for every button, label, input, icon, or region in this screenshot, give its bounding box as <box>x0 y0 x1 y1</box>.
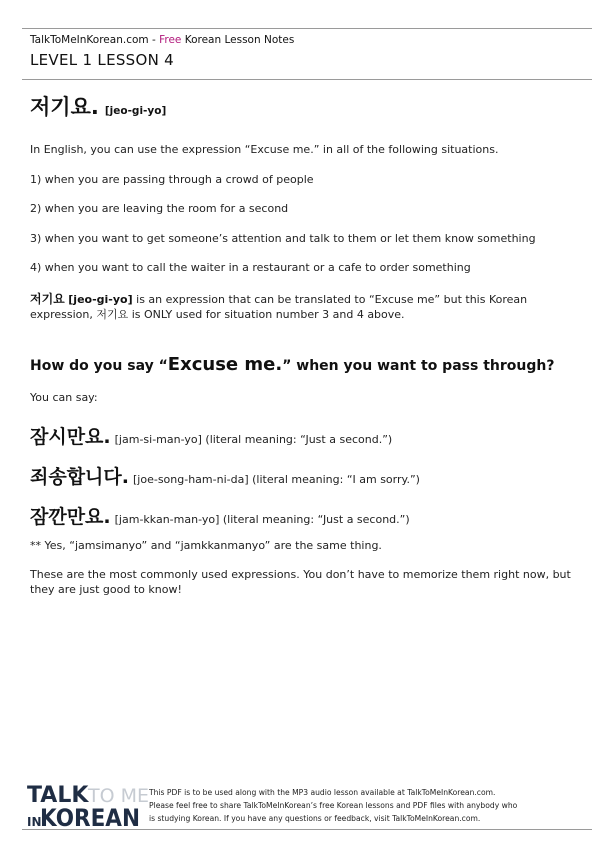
expression-korean: 잠깐만요. <box>30 506 111 528</box>
closing-paragraph: These are the most commonly used expressions. You don’t have to memorize them right now, but they are just good to know! <box>30 568 571 596</box>
notes-label: Korean Lesson Notes <box>181 34 295 46</box>
explanation-text: is an expression that can be translated to “Excuse me” but this Korean expression, 저기요 is ONLY used for situation number 3 and 4 above. <box>30 293 528 321</box>
expression-item <box>30 502 410 529</box>
situation-item: 2) when you are leaving the room for a second <box>30 202 289 215</box>
situation-item: 1) when you are passing through a crowd of people <box>30 173 314 186</box>
explanation-romanization: [jeo-gi-yo] <box>68 293 133 306</box>
site-name: TalkToMeInKorean.com <box>30 34 149 46</box>
free-label: Free <box>159 34 182 46</box>
expression-item <box>30 462 420 489</box>
note-text: ** Yes, “jamsimanyo” and “jamkkanmanyo” are the same thing. <box>30 539 382 552</box>
expression-item <box>30 422 392 449</box>
expression-detail: [jam-si-man-yo] (literal meaning: “Just a second.”) <box>114 433 393 446</box>
footer-notice <box>149 786 569 825</box>
section-heading-post: ” when you want to pass through? <box>282 358 555 374</box>
logo-talk: TALK <box>27 783 89 808</box>
section-heading-pre: How do you say “ <box>30 358 168 374</box>
you-can-say: You can say: <box>30 391 98 404</box>
footer-line: Please feel free to share TalkToMeInKorean’s free Korean lessons and PDF files with anybody who <box>149 801 518 810</box>
intro-text: In English, you can use the expression “Excuse me.” in all of the following situations. <box>30 143 499 156</box>
site-separator: - <box>148 34 160 46</box>
section-heading <box>30 354 554 375</box>
explanation-paragraph <box>30 292 575 322</box>
title-romanization: [jeo-gi-yo] <box>104 105 167 117</box>
expression-detail: [jam-kkan-man-yo] (literal meaning: “Just a second.”) <box>114 513 410 526</box>
logo-in: IN <box>27 815 42 829</box>
footer-line: This PDF is to be used along with the MP3 audio lesson available at TalkToMeInKorean.com. <box>149 788 496 797</box>
site-header <box>30 34 294 46</box>
top-rule <box>22 28 592 29</box>
logo-korean: KOREAN <box>40 804 140 832</box>
title-korean: 저기요. <box>30 95 99 119</box>
header-rule <box>22 79 592 80</box>
expression-detail: [joe-song-ham-ni-da] (literal meaning: “I am sorry.”) <box>133 473 420 486</box>
footer-line: is studying Korean. If you have any questions or feedback, visit TalkToMeInKorean.com. <box>149 814 481 823</box>
situation-item: 3) when you want to get someone’s attention and talk to them or let them know something <box>30 232 536 245</box>
page-title <box>30 95 575 119</box>
situation-item: 4) when you want to call the waiter in a restaurant or a cafe to order something <box>30 261 471 274</box>
lesson-title: LEVEL 1 LESSON 4 <box>30 51 175 69</box>
explanation-korean: 저기요 <box>30 292 65 306</box>
section-heading-emphasis: Excuse me. <box>167 354 283 375</box>
talktomeinkorean-logo <box>26 780 149 832</box>
expression-korean: 죄송합니다. <box>30 466 129 488</box>
footer-rule <box>22 829 592 830</box>
expression-korean: 잠시만요. <box>30 426 111 448</box>
logo-to-me: TO ME <box>88 785 149 807</box>
